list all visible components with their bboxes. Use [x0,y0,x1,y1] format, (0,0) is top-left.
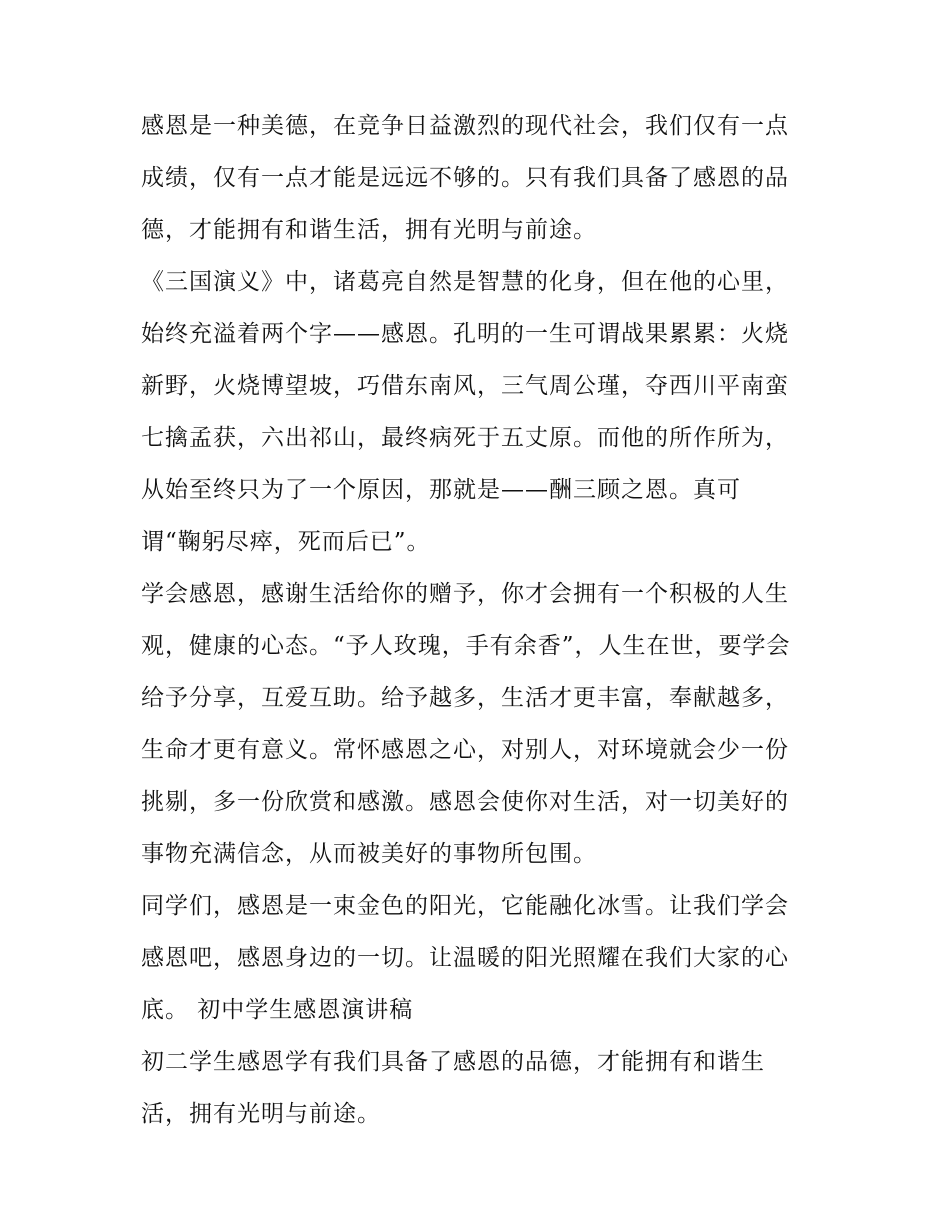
text-line: 成绩，仅有一点才能是远远不够的。只有我们具备了感恩的品 [141,165,789,191]
text-line: 感恩是一种美德，在竞争日益激烈的现代社会，我们仅有一点 [141,113,789,139]
text-line: 学会感恩，感谢生活给你的赠予，你才会拥有一个积极的人生 [141,581,789,607]
text-line: 德，才能拥有和谐生活，拥有光明与前途。 [141,217,597,243]
text-line: 七擒孟获，六出祁山，最终病死于五丈原。而他的所作所为， [141,425,789,451]
text-line: 活，拥有光明与前途。 [141,1101,381,1127]
document-body [141,100,816,1140]
text-line: 新野，火烧博望坡，巧借东南风，三气周公瑾，夺西川平南蛮 [141,373,789,399]
text-line: 《三国演义》中，诸葛亮自然是智慧的化身，但在他的心里， [141,269,789,295]
text-line: 同学们，感恩是一束金色的阳光，它能融化冰雪。让我们学会 [141,893,789,919]
text-line: 挑剔，多一份欣赏和感激。感恩会使你对生活，对一切美好的 [141,789,789,815]
text-line: 底。 初中学生感恩演讲稿 [141,997,414,1023]
text-line: 观，健康的心态。“予人玫瑰，手有余香”，人生在世，要学会 [141,633,791,659]
text-line: 初二学生感恩学有我们具备了感恩的品德，才能拥有和谐生 [141,1049,765,1075]
text-line: 始终充溢着两个字——感恩。孔明的一生可谓战果累累：火烧 [141,321,789,347]
text-line: 感恩吧，感恩身边的一切。让温暖的阳光照耀在我们大家的心 [141,945,789,971]
text-line: 从始至终只为了一个原因，那就是——酬三顾之恩。真可 [141,477,741,503]
text-line: 给予分享，互爱互助。给予越多，生活才更丰富，奉献越多， [141,685,789,711]
text-line: 谓“鞠躬尽瘁，死而后已”。 [141,529,431,555]
text-line: 事物充满信念，从而被美好的事物所包围。 [141,841,597,867]
text-line: 生命才更有意义。常怀感恩之心，对别人，对环境就会少一份 [141,737,789,763]
